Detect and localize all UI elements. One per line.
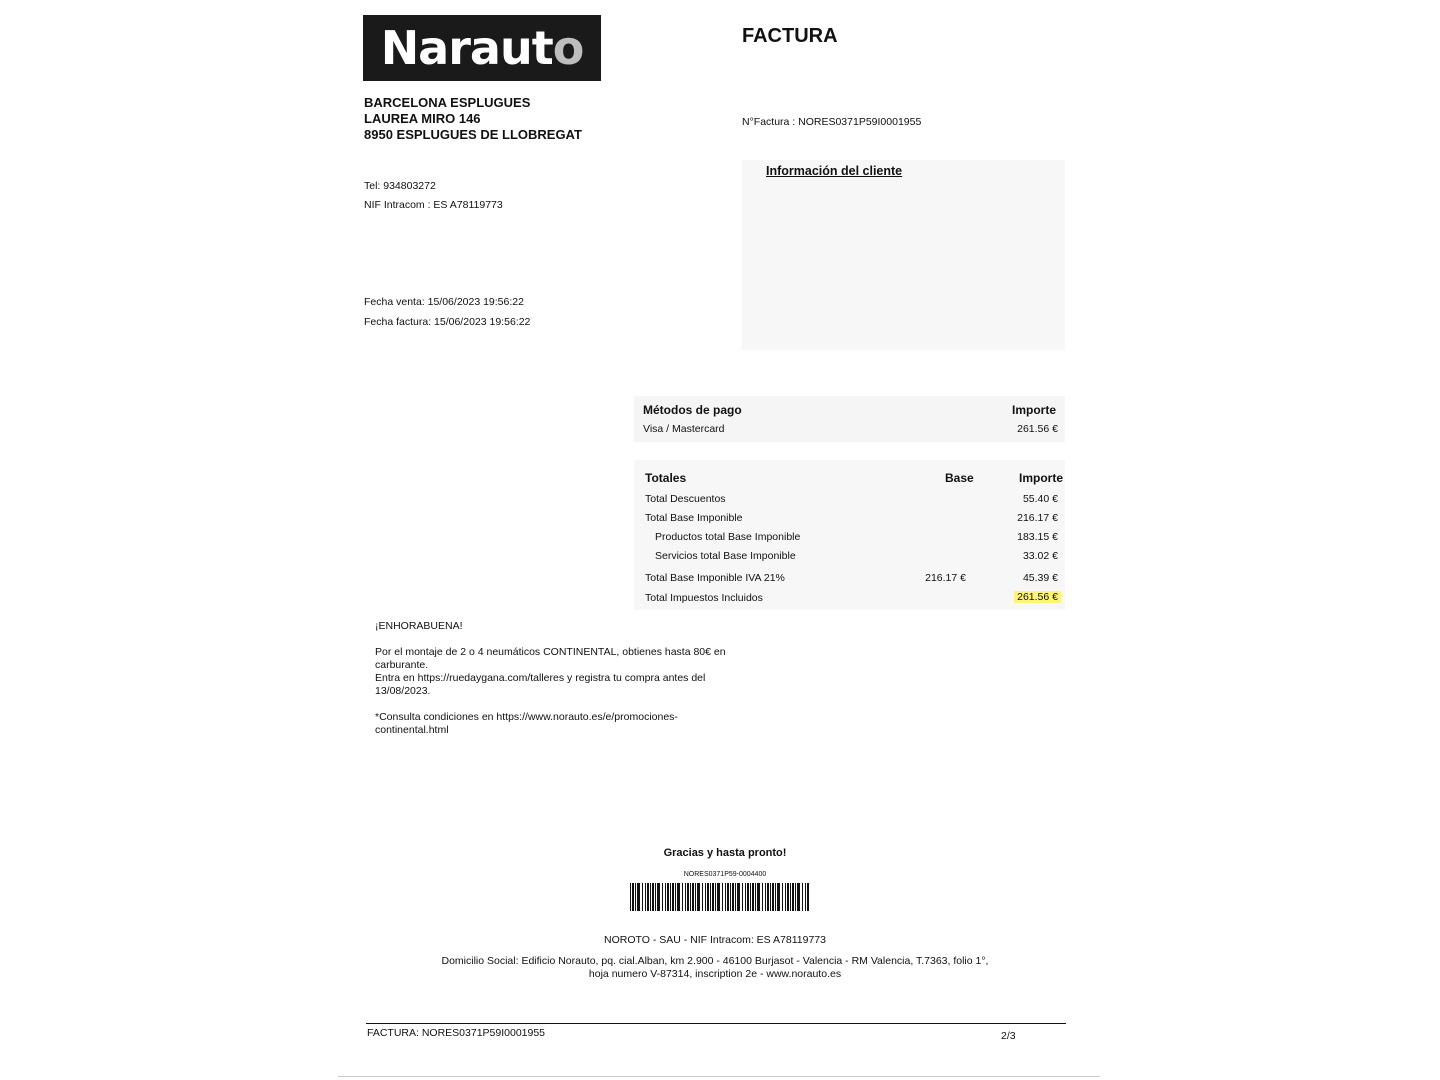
barcode-bar (770, 883, 771, 911)
barcode-bar (802, 883, 803, 911)
store-tel: Tel: 934803272 (364, 180, 436, 192)
barcode-bar (657, 883, 660, 911)
barcode-label: NORES0371P59-0004400 (683, 871, 767, 878)
barcode-bar (750, 883, 751, 911)
barcode-bar (730, 883, 731, 911)
barcode-bar (682, 883, 683, 911)
barcode-bar (642, 883, 643, 911)
barcode-bar (772, 883, 774, 911)
barcode-bar (755, 883, 756, 911)
totals-row-amount: 183.15 € (1017, 531, 1058, 543)
totals-row-amount: 45.39 € (1022, 572, 1058, 584)
barcode-bar (807, 883, 809, 911)
barcode-bar (805, 883, 806, 911)
logo-text-end: o (552, 21, 584, 75)
barcode-bar (705, 883, 706, 911)
invoice-title: FACTURA (742, 25, 838, 47)
barcode-bar (690, 883, 691, 911)
totals-base-header: Base (945, 471, 974, 485)
promo-line-1: Por el montaje de 2 o 4 neumáticos CONTINENTAL, obtienes hasta 80€ en carburante. (375, 646, 726, 671)
barcode-bar (672, 883, 674, 911)
payment-method-header: Métodos de pago (643, 403, 742, 417)
barcode-bar (775, 883, 776, 911)
barcode-bar (715, 883, 716, 911)
page-number: 2/3 (1001, 1030, 1016, 1042)
store-street: LAUREA MIRO 146 (364, 111, 481, 126)
promo-text (375, 620, 735, 750)
store-nif: NIF Intracom : ES A78119773 (364, 199, 503, 211)
barcode-bar (757, 883, 760, 911)
totals-row-amount: 55.40 € (1022, 493, 1058, 505)
barcode-bar (725, 883, 726, 911)
promo-conditions: *Consulta condiciones en https://www.norauto.es/e/promociones-continental.html (375, 711, 678, 736)
barcode-bar (635, 883, 636, 911)
payment-amount-header: Importe (1011, 403, 1056, 417)
barcode-bar (637, 883, 640, 911)
client-info-box (742, 160, 1065, 350)
page-edge (338, 1076, 1100, 1077)
barcode-bar (747, 883, 749, 911)
barcode-bar (732, 883, 734, 911)
barcode-bar (650, 883, 651, 911)
barcode-bar (792, 883, 794, 911)
barcode-bar (670, 883, 671, 911)
barcode-bar (777, 883, 780, 911)
store-address (364, 95, 582, 143)
barcode-bar (752, 883, 754, 911)
totals-row-label: Total Base Imponible IVA 21% (645, 572, 785, 584)
barcode-bar (762, 883, 763, 911)
totals-row-base: 216.17 € (925, 572, 966, 584)
company-address (430, 955, 1000, 981)
barcode-bar (795, 883, 796, 911)
store-city: 8950 ESPLUGUES DE LLOBREGAT (364, 127, 582, 142)
invoice-number: N°Factura : NORES0371P59I0001955 (742, 116, 922, 128)
promo-title: ¡ENHORABUENA! (375, 620, 463, 632)
barcode-bar (767, 883, 769, 911)
totals-row-amount: 33.02 € (1022, 550, 1058, 562)
total-amount (990, 591, 1061, 603)
barcode-bar (647, 883, 649, 911)
totals-row-label: Total Base Imponible (645, 512, 743, 524)
totals-row-label: Total Impuestos Incluidos (645, 592, 763, 604)
promo-line-2: Entra en https://ruedaygana.com/talleres y registra tu compra antes del 13/08/2023. (375, 672, 706, 697)
barcode-bar (737, 883, 740, 911)
barcode-bar (697, 883, 700, 911)
barcode-bar (687, 883, 689, 911)
barcode-bar (722, 883, 723, 911)
footer-invoice-ref: FACTURA: NORES0371P59I0001955 (367, 1027, 546, 1039)
totals-row-amount: 216.17 € (1017, 512, 1058, 524)
thanks-message: Gracias y hasta pronto! (663, 847, 787, 859)
payment-method: Visa / Mastercard (643, 423, 725, 435)
totals-row-label: Total Descuentos (645, 493, 726, 505)
barcode-bar (765, 883, 766, 911)
sale-date: Fecha venta: 15/06/2023 19:56:22 (364, 296, 524, 308)
barcode-bar (735, 883, 736, 911)
barcode-bar (710, 883, 711, 911)
barcode-bar (652, 883, 654, 911)
payment-amount: 261.56 € (1017, 423, 1058, 435)
totals-amount-header: Importe (1018, 471, 1063, 485)
address-line-1: Domicilio Social: Edificio Norauto, pq. cial.Alban, km 2.900 - 46100 Burjasot - Valencia - RM Valencia, T.7363, folio 1°, (441, 955, 989, 967)
barcode-bar (677, 883, 680, 911)
barcode-bar (707, 883, 709, 911)
barcode-bar (782, 883, 783, 911)
barcode-bar (685, 883, 686, 911)
client-info-title: Información del cliente (766, 164, 903, 178)
barcode-bar (787, 883, 789, 911)
barcode-bar (665, 883, 666, 911)
barcode-bar (785, 883, 786, 911)
company-info: NOROTO - SAU - NIF Intracom: ES A78119773 (604, 934, 826, 946)
totals-row-label: Servicios total Base Imponible (655, 550, 796, 562)
footer-divider (366, 1023, 1066, 1024)
barcode-bar (745, 883, 746, 911)
address-line-2: hoja numero V-87314, inscription 2e - www.norauto.es (588, 968, 842, 980)
barcode-bar (727, 883, 729, 911)
barcode-bar (717, 883, 720, 911)
barcode-bar (695, 883, 696, 911)
barcode-bar (632, 883, 634, 911)
barcode-bar (797, 883, 800, 911)
barcode-bar (702, 883, 703, 911)
barcode-bar (630, 883, 631, 911)
barcode-bar (645, 883, 646, 911)
total-amount-highlight: 261.56 € (1014, 591, 1061, 603)
barcode (630, 883, 810, 911)
logo-text: Naraut (380, 21, 553, 75)
barcode-bar (692, 883, 694, 911)
invoice-date: Fecha factura: 15/06/2023 19:56:22 (364, 316, 531, 328)
barcode-bar (662, 883, 663, 911)
norauto-logo (363, 15, 601, 81)
barcode-bar (667, 883, 669, 911)
store-name: BARCELONA ESPLUGUES (364, 95, 531, 110)
barcode-bar (675, 883, 676, 911)
barcode-bar (742, 883, 743, 911)
barcode-bar (712, 883, 714, 911)
totals-row-label: Productos total Base Imponible (655, 531, 801, 543)
barcode-bar (790, 883, 791, 911)
totals-header: Totales (645, 471, 687, 485)
barcode-bar (655, 883, 656, 911)
